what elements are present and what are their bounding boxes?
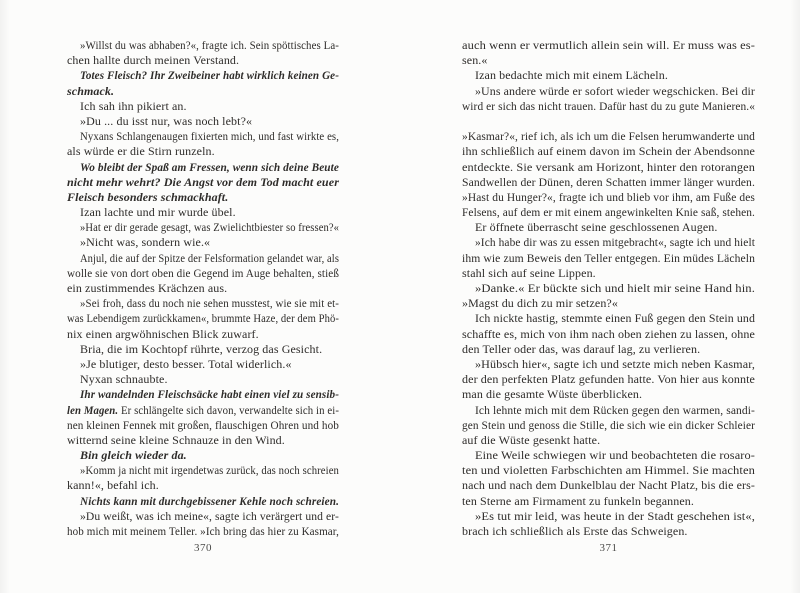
text-line bbox=[67, 36, 339, 51]
emphasized-text-segment: Fleisch besonders schmackhaft. bbox=[67, 189, 229, 204]
text-segment: »Danke.« Er bückte sich und hielt mir seine Hand hin. bbox=[475, 281, 755, 295]
text-segment: Nyxan schnaubte. bbox=[80, 372, 168, 387]
text-line bbox=[462, 279, 755, 294]
text-segment: ein zustimmendes Krächzen aus. bbox=[67, 281, 228, 295]
text-segment: »Du ... du isst nur, was noch lebt?« bbox=[80, 113, 253, 128]
text-segment: schaffte es, mich von ihm nach oben ziehen zu lassen, ohne bbox=[462, 326, 755, 341]
text-line bbox=[67, 218, 339, 233]
page-number-left: 370 bbox=[194, 542, 212, 554]
text-line bbox=[67, 370, 339, 385]
text-line-content bbox=[80, 463, 339, 478]
text-segment: Anjul, die auf der Spitze der Felsformation gelandet war, als bbox=[80, 250, 339, 265]
text-segment: den Teller oder das, was darauf lag, zu verlieren. bbox=[462, 341, 701, 356]
text-line-content bbox=[462, 342, 700, 357]
text-line bbox=[67, 340, 339, 355]
page-edge-shadow-left bbox=[0, 0, 10, 593]
text-segment: »Hübsch hier«, sagte ich und setzte mich neben Kasmar, bbox=[475, 356, 755, 371]
text-line bbox=[462, 158, 755, 173]
text-segment: wird er sich das nicht trauen. Dafür hast du zu gute Manieren.« bbox=[462, 98, 755, 113]
text-line bbox=[67, 249, 339, 264]
text-line bbox=[462, 507, 755, 522]
text-line bbox=[67, 279, 339, 294]
text-line-content bbox=[462, 160, 755, 175]
text-segment: »Hat er dir gerade gesagt, was Zwielichtbiester so fressen?« bbox=[80, 220, 339, 235]
text-segment: »Willst du was abhaben?«, fragte ich. Sein spöttisches La- bbox=[80, 38, 339, 52]
text-line-content bbox=[80, 387, 339, 402]
text-line bbox=[462, 218, 755, 233]
text-line-content bbox=[475, 235, 755, 250]
text-line bbox=[462, 522, 755, 537]
text-segment: der den perfekten Platz gefunden hatte. Von hier aus konnte bbox=[462, 372, 755, 387]
text-line-content bbox=[80, 38, 339, 53]
text-line bbox=[462, 82, 755, 97]
text-line bbox=[67, 97, 339, 112]
text-segment: chen hallte durch meinen Verstand. bbox=[67, 53, 240, 68]
text-line bbox=[462, 370, 755, 385]
text-segment: nach und nach dem Dunkelblau der Nacht Platz, bis die ers- bbox=[462, 478, 755, 493]
text-line bbox=[67, 446, 339, 461]
text-line bbox=[462, 233, 755, 248]
text-line-content bbox=[462, 205, 755, 220]
text-segment: Izan bedachte mich mit einem Lächeln. bbox=[475, 68, 668, 83]
text-line-content bbox=[475, 448, 755, 463]
text-line bbox=[462, 294, 755, 309]
text-line-content bbox=[80, 205, 236, 220]
text-line bbox=[462, 325, 755, 340]
text-line-content bbox=[462, 463, 755, 478]
text-line-content bbox=[80, 296, 339, 311]
text-line bbox=[462, 355, 755, 370]
book-page-left-text bbox=[67, 36, 339, 537]
text-segment: entdeckte. Sie versank am Horizont, hinter den rotorangen bbox=[462, 159, 755, 174]
text-line bbox=[462, 249, 755, 264]
text-line bbox=[462, 36, 755, 51]
text-segment: als würde er die Stirn runzeln. bbox=[67, 144, 215, 159]
text-line bbox=[67, 507, 339, 522]
text-line-content bbox=[462, 251, 755, 266]
text-line bbox=[67, 51, 339, 66]
text-line-content bbox=[67, 311, 339, 326]
text-line-content bbox=[67, 144, 215, 159]
text-segment: man die gesamte Wüste überblicken. bbox=[462, 387, 643, 402]
text-segment: »Uns andere würde er sofort wieder wegschicken. Bei dir bbox=[475, 83, 755, 98]
blank-line bbox=[462, 112, 755, 127]
text-line-content bbox=[462, 190, 755, 205]
text-line-content bbox=[462, 494, 694, 509]
text-line-content bbox=[80, 160, 339, 175]
text-segment: »Es tut mir leid, was heute in der Stadt geschehen ist«, bbox=[475, 508, 755, 523]
text-line-content bbox=[67, 175, 339, 190]
text-line bbox=[67, 492, 339, 507]
text-line bbox=[462, 401, 755, 416]
text-line-content bbox=[462, 296, 618, 311]
text-line bbox=[67, 173, 339, 188]
text-line bbox=[462, 97, 755, 112]
text-line bbox=[67, 385, 339, 400]
text-line-content bbox=[80, 494, 339, 509]
text-segment: Sandwellen der Dünen, deren Schatten immer länger wurden. bbox=[462, 174, 755, 189]
text-segment: »Nicht was, sondern wie.« bbox=[80, 235, 211, 250]
text-line-content bbox=[67, 403, 339, 418]
text-line bbox=[67, 82, 339, 97]
text-line bbox=[67, 127, 339, 142]
text-line-content bbox=[67, 478, 159, 493]
text-line-content bbox=[80, 99, 187, 114]
emphasized-text-segment: nicht mehr wehrt? Die Angst vor dem Tod macht euer bbox=[67, 174, 339, 189]
text-line bbox=[67, 416, 339, 431]
text-segment: brach ich schließlich als Erste das Schweigen. bbox=[462, 524, 688, 538]
text-line bbox=[462, 203, 755, 218]
text-line-content bbox=[67, 327, 259, 342]
text-line bbox=[67, 142, 339, 157]
text-line-content bbox=[462, 129, 755, 144]
emphasized-text-segment: Nichts kann mit durchgebissener Kehle noch schreien. bbox=[80, 493, 339, 508]
text-line-content bbox=[80, 68, 339, 83]
text-line-content bbox=[475, 509, 755, 524]
text-line bbox=[67, 401, 339, 416]
text-segment: hob mich mit meinem Teller. »Ich bring das hier zu Kasmar, bbox=[67, 524, 339, 538]
text-segment: Ich lehnte mich mit dem Rücken gegen den warmen, sandi- bbox=[475, 402, 755, 417]
text-line-content bbox=[462, 372, 755, 387]
text-line bbox=[462, 51, 755, 66]
emphasized-text-segment: Wo bleibt der Spaß am Fressen, wenn sich deine Beute bbox=[80, 159, 339, 174]
emphasized-text-segment: Totes Fleisch? Ihr Zweibeiner habt wirklich keinen Ge- bbox=[80, 68, 339, 83]
text-segment: »Kasmar?«, rief ich, als ich um die Felsen herumwanderte und bbox=[462, 129, 755, 144]
text-line bbox=[462, 173, 755, 188]
text-line-content bbox=[80, 509, 339, 524]
text-segment: Ich nickte hastig, stemmte einen Fuß gegen den Stein und bbox=[475, 311, 755, 326]
page-edge-shadow-right bbox=[790, 0, 800, 593]
text-segment: »Komm ja nicht mit irgendetwas zurück, das noch schreien bbox=[80, 463, 339, 478]
text-segment: auch wenn er vermutlich allein sein will. Er muss was es- bbox=[462, 38, 755, 52]
text-segment: witternd seine kleine Schnauze in den Wind. bbox=[67, 432, 285, 447]
text-segment: auf die Wüste gesenkt hatte. bbox=[462, 432, 601, 447]
text-line-content bbox=[67, 281, 227, 296]
text-segment: ten und violetten Farbschichten am Himmel. Sie machten bbox=[462, 463, 755, 478]
text-line-content bbox=[462, 387, 642, 402]
text-segment: kann!«, befahl ich. bbox=[67, 478, 159, 493]
text-line bbox=[462, 340, 755, 355]
text-line-content bbox=[462, 478, 755, 493]
text-segment: Ich sah ihn pikiert an. bbox=[80, 98, 187, 113]
text-segment: sen.« bbox=[462, 53, 488, 68]
text-line bbox=[67, 188, 339, 203]
text-line-content bbox=[475, 357, 755, 372]
emphasized-text-segment: len Magen. bbox=[67, 402, 121, 417]
text-line-content bbox=[80, 114, 252, 129]
text-line-content bbox=[80, 129, 339, 144]
text-line bbox=[67, 325, 339, 340]
text-line-content bbox=[67, 418, 339, 433]
text-line bbox=[67, 66, 339, 81]
text-line bbox=[67, 309, 339, 324]
text-segment: stahl sich auf seine Lippen. bbox=[462, 265, 596, 280]
emphasized-text-segment: schmack. bbox=[67, 83, 115, 98]
text-segment: ihm wie zum Beweis den Teller entgegen. Ein müdes Lächeln bbox=[462, 250, 755, 265]
text-segment: ten Sterne am Firmament zu funkeln begannen. bbox=[462, 493, 694, 508]
text-line bbox=[67, 203, 339, 218]
text-line bbox=[462, 309, 755, 324]
emphasized-text-segment: Bin gleich wieder da. bbox=[80, 448, 187, 463]
text-line-content bbox=[475, 281, 755, 296]
text-segment: Izan lachte und mir wurde übel. bbox=[80, 205, 236, 220]
text-line-content bbox=[462, 418, 755, 433]
text-segment: gen Stein und genoss die Stille, die sich wie ein dicker Schleier bbox=[462, 417, 755, 432]
text-line bbox=[462, 385, 755, 400]
text-line bbox=[67, 294, 339, 309]
text-segment: »Sei froh, dass du noch nie sehen musstest, wie sie mit et- bbox=[80, 296, 339, 311]
text-line bbox=[67, 158, 339, 173]
text-line-content bbox=[462, 327, 755, 342]
text-line bbox=[462, 431, 755, 446]
page-number-right: 371 bbox=[599, 542, 618, 554]
text-line-content bbox=[80, 251, 339, 266]
text-line-content bbox=[475, 403, 755, 418]
text-line-content bbox=[67, 190, 228, 205]
text-line bbox=[67, 233, 339, 248]
text-segment: Bria, die im Kochtopf rührte, verzog das Gesicht. bbox=[80, 341, 323, 356]
text-segment: Eine Weile schwiegen wir und beobachteten die rosaro- bbox=[475, 448, 755, 463]
text-line-content bbox=[80, 357, 292, 372]
text-line bbox=[462, 476, 755, 491]
text-line bbox=[67, 522, 339, 537]
text-line bbox=[67, 264, 339, 279]
text-line-content bbox=[67, 53, 239, 68]
text-segment: was Lebendigem zurückkamen«, brummte Haze, der dem Phö- bbox=[67, 311, 339, 326]
text-line bbox=[462, 416, 755, 431]
text-line-content bbox=[80, 372, 168, 387]
text-line bbox=[67, 355, 339, 370]
text-line bbox=[67, 112, 339, 127]
text-line-content bbox=[67, 524, 339, 539]
text-line-content bbox=[462, 53, 488, 68]
text-segment: »Du weißt, was ich meine«, sagte ich verärgert und er- bbox=[80, 508, 339, 523]
text-segment: Felsens, auf dem er mit einem angewinkelten Knie saß, stehen. bbox=[462, 205, 755, 220]
text-line bbox=[462, 142, 755, 157]
text-line-content bbox=[475, 220, 718, 235]
text-line-content bbox=[80, 220, 339, 235]
text-line bbox=[462, 446, 755, 461]
text-line bbox=[462, 461, 755, 476]
text-segment: wolle sie von dort oben die Gegend im Auge behalten, stieß bbox=[67, 265, 339, 280]
text-line bbox=[462, 188, 755, 203]
text-line-content bbox=[475, 84, 755, 99]
text-segment: Er schlängelte sich davon, verwandelte sich in ei- bbox=[120, 402, 339, 417]
text-line-content bbox=[67, 266, 339, 281]
text-line bbox=[462, 264, 755, 279]
text-line-content bbox=[475, 311, 755, 326]
text-segment: »Magst du dich zu mir setzen?« bbox=[462, 296, 618, 311]
text-line bbox=[67, 461, 339, 476]
text-segment: »Je blutiger, desto besser. Total widerlich.« bbox=[80, 356, 292, 371]
text-segment: Nyxans Schlangenaugen fixierten mich, und fast wirkte es, bbox=[80, 129, 339, 144]
text-line-content bbox=[475, 68, 668, 83]
text-line-content bbox=[462, 266, 596, 281]
text-line-content bbox=[462, 433, 600, 448]
text-line bbox=[462, 66, 755, 81]
text-line bbox=[462, 127, 755, 142]
text-line-content bbox=[462, 38, 755, 53]
text-segment: nen kleinen Fennek mit großen, flauschigen Ohren und hob bbox=[67, 417, 339, 432]
text-segment: ihn schließlich auf einem davon im Schein der Abendsonne bbox=[462, 144, 755, 159]
text-segment: nix einen argwöhnischen Blick zuwarf. bbox=[67, 326, 259, 341]
text-line-content bbox=[462, 99, 755, 114]
text-line-content bbox=[462, 144, 755, 159]
text-line bbox=[67, 476, 339, 491]
text-line bbox=[67, 431, 339, 446]
text-line-content bbox=[80, 448, 187, 463]
text-segment: Er öffnete überrascht seine geschlossenen Augen. bbox=[475, 220, 718, 235]
text-segment: »Ich habe dir was zu essen mitgebracht«, sagte ich und hielt bbox=[475, 235, 755, 250]
text-segment: »Hast du Hunger?«, fragte ich und blieb vor ihm, am Fuße des bbox=[462, 189, 755, 204]
emphasized-text-segment: Ihr wandelnden Fleischsäcke habt einen viel zu sensib- bbox=[80, 387, 339, 402]
book-page-right-text bbox=[462, 36, 755, 537]
text-line-content bbox=[80, 342, 322, 357]
text-line-content bbox=[80, 235, 210, 250]
text-line-content bbox=[67, 433, 285, 448]
text-line-content bbox=[462, 175, 755, 190]
text-line-content bbox=[462, 524, 688, 539]
text-line-content bbox=[67, 84, 114, 99]
text-line bbox=[462, 492, 755, 507]
